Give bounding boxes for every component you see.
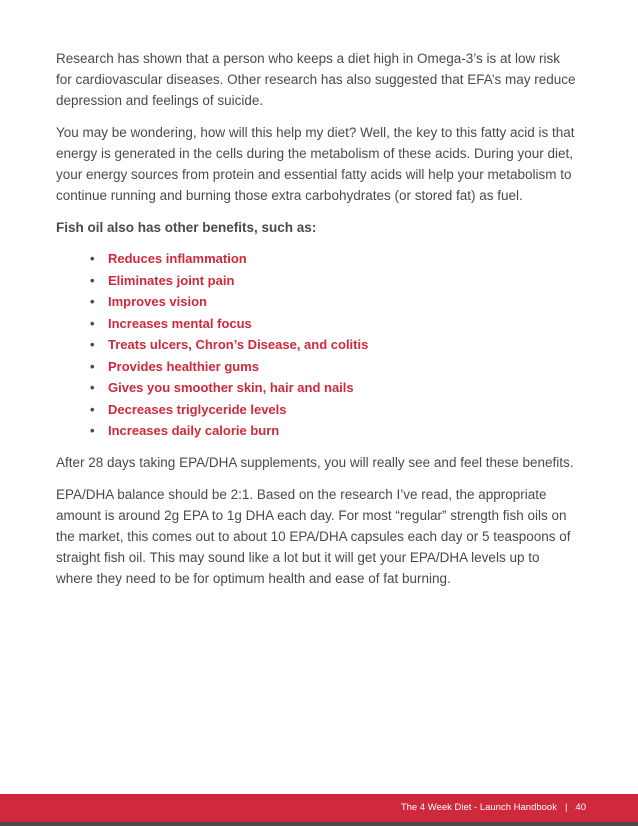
bullet-icon: • — [90, 315, 95, 331]
bullet-icon: • — [90, 294, 95, 309]
list-item — [90, 291, 576, 313]
benefit-text: Provides healthier gums — [108, 358, 259, 374]
page-content — [56, 48, 576, 600]
benefit-text: Treats ulcers, Chron’s Disease, and colitis — [108, 337, 369, 352]
benefit-text: Reduces inflammation — [108, 251, 247, 266]
bullet-icon: • — [90, 358, 95, 374]
footer-book-title: The 4 Week Diet - Launch Handbook — [400, 802, 557, 813]
bullet-icon: • — [90, 380, 95, 395]
bullet-icon: • — [90, 337, 95, 352]
list-item — [90, 420, 576, 442]
paragraph-omega3-research: Research has shown that a person who keeps a diet high in Omega-3’s is at low risk for cardiovascular diseases. Other research has also suggested that EFA’s may reduce depression and feelings of suicide. — [56, 51, 576, 108]
paragraph-epa-dha-balance: EPA/DHA balance should be 2:1. Based on the research I’ve read, the appropriate amount is around 2g EPA to 1g DHA each day. For most “regular” strength fish oils on the market, this comes out to about 10 EPA/DHA capsules each day or 5 teaspoons of straight fish oil. This may sound like a lot but it will get your EPA/DHA levels up to where they need to be for optimum health and ease of fat burning. — [56, 486, 571, 586]
footer-bottom-strip — [0, 822, 638, 826]
list-item — [90, 248, 576, 270]
footer-separator: | — [564, 802, 568, 813]
footer-text — [401, 794, 586, 822]
benefit-text: Increases daily calorie burn — [108, 423, 280, 438]
benefits-heading: Fish oil also has other benefits, such as: — [56, 220, 317, 235]
paragraph-diet-energy: You may be wondering, how will this help my diet? Well, the key to this fatty acid is that energy is generated in the cells during the metabolism of these acids. During your diet, your energy sources from protein and essential fatty acids will help your metabolism to continue running and burning those extra carbohydrates (or stored fat) as fuel. — [56, 125, 575, 203]
benefit-text: Gives you smoother skin, hair and nails — [108, 380, 354, 395]
benefit-text: Improves vision — [108, 294, 207, 309]
bullet-icon: • — [90, 272, 95, 288]
benefits-list — [56, 248, 576, 442]
benefit-text: Increases mental focus — [108, 315, 252, 331]
bullet-icon: • — [90, 401, 95, 417]
benefit-text: Decreases triglyceride levels — [108, 401, 287, 417]
list-item — [90, 313, 576, 335]
benefit-text: Eliminates joint pain — [108, 272, 235, 288]
paragraph-28-days: After 28 days taking EPA/DHA supplements, you will really see and feel these benefits. — [56, 454, 574, 470]
bullet-icon: • — [90, 423, 95, 438]
list-item — [90, 377, 576, 399]
footer-bar — [0, 794, 638, 822]
list-item — [90, 270, 576, 292]
list-item — [90, 334, 576, 356]
list-item — [90, 399, 576, 421]
bullet-icon: • — [90, 251, 95, 266]
page-number: 40 — [575, 802, 586, 813]
list-item — [90, 356, 576, 378]
